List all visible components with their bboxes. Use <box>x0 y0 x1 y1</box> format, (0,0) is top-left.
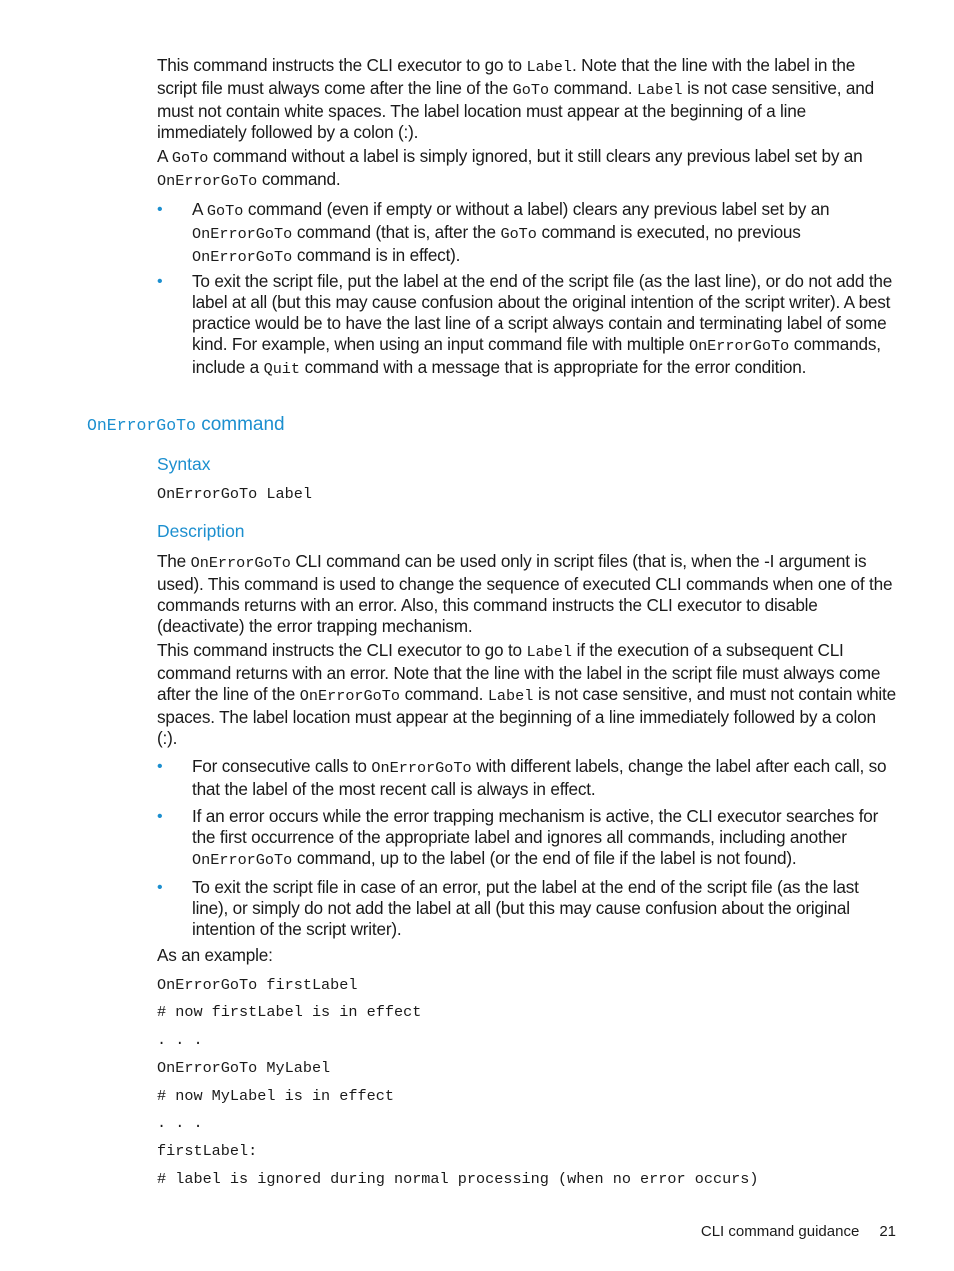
paragraph-onerrorgoto-usage: The OnErrorGoTo CLI command can be used only in script files (that is, when the -I argument is used). This command is used to change the sequence of executed CLI commands when one of the commands returns with an error. Also, this command instructs the CLI executor to disable (deactivate) the error trapping mechanism. <box>157 551 893 636</box>
bullet-item <box>157 756 899 800</box>
description-heading: Description <box>157 521 245 541</box>
bullet-item <box>157 877 899 940</box>
example-code-line: # now MyLabel is in effect <box>157 1087 394 1105</box>
bullet-icon: • <box>157 758 163 775</box>
section-heading-onerrorgoto: OnErrorGoTo command <box>87 414 285 435</box>
bullet-icon: • <box>157 201 163 218</box>
bullet-item <box>157 806 899 871</box>
syntax-line: OnErrorGoTo Label <box>157 485 312 503</box>
paragraph-goto-without-label: A GoTo command without a label is simply ignored, but it still clears any previous label set by an OnErrorGoTo command. <box>157 146 863 190</box>
example-code-line: OnErrorGoTo firstLabel <box>157 976 358 994</box>
page-number: 21 <box>879 1223 896 1240</box>
bullet-text: To exit the script file in case of an error, put the label at the end of the script file (as the last line), or simply do not add the label at all (but this may cause confusion about the original intention of the script writer). <box>192 877 859 939</box>
bullet-text: If an error occurs while the error trapping mechanism is active, the CLI executor searches for the first occurrence of the appropriate label and ignores all commands, including another OnErrorGoTo command, up to the label (or the end of file if the label is not found). <box>192 806 879 869</box>
footer-title: CLI command guidance <box>700 1223 860 1240</box>
example-intro: As an example: <box>157 945 273 965</box>
example-code-line: firstLabel: <box>157 1142 258 1160</box>
bullet-icon: • <box>157 273 163 290</box>
bullet-icon: • <box>157 879 163 896</box>
example-code-line: OnErrorGoTo MyLabel <box>157 1059 331 1077</box>
page-footer <box>701 1222 896 1242</box>
paragraph-onerrorgoto-label: This command instructs the CLI executor to go to Label if the execution of a subsequent CLI command returns with an error. Note that the line with the label in the script file must always come after the line of the OnErrorGoTo command. Label is not case sensitive, and must not contain white spaces. The label location must appear at the beginning of a line immediately followed by a colon (:). <box>157 640 896 748</box>
bullet-icon: • <box>157 808 163 825</box>
bullet-text: A GoTo command (even if empty or without a label) clears any previous label set by an OnErrorGoTo command (that is, after the GoTo command is executed, no previous OnErrorGoTo command is in effect). <box>192 199 830 266</box>
bullet-item <box>157 271 899 380</box>
example-code-line: . . . <box>157 1114 203 1132</box>
bullet-text: For consecutive calls to OnErrorGoTo with different labels, change the label after each call, so that the label of the most recent call is always in effect. <box>192 756 887 799</box>
bullet-text: To exit the script file, put the label at the end of the script file (as the last line), or do not add the label at all (but this may cause confusion about the original intention of the script writer). A best practice would be to have the last line of a script always contain and terminating label of some kind. For example, when using an input command file with multiple OnErrorGoTo commands, include a Quit command with a message that is appropriate for the error condition. <box>192 271 893 378</box>
example-code-line: # label is ignored during normal processing (when no error occurs) <box>157 1170 759 1188</box>
bullet-item <box>157 199 899 268</box>
example-code-line: # now firstLabel is in effect <box>157 1003 422 1021</box>
syntax-heading: Syntax <box>157 454 211 474</box>
example-code-line: . . . <box>157 1031 203 1049</box>
paragraph-goto-label: This command instructs the CLI executor to go to Label. Note that the line with the label in the script file must always come after the line of the GoTo command. Label is not case sensitive, and must not contain white spaces. The label location must appear at the beginning of a line immediately followed by a colon (:). <box>157 55 874 142</box>
